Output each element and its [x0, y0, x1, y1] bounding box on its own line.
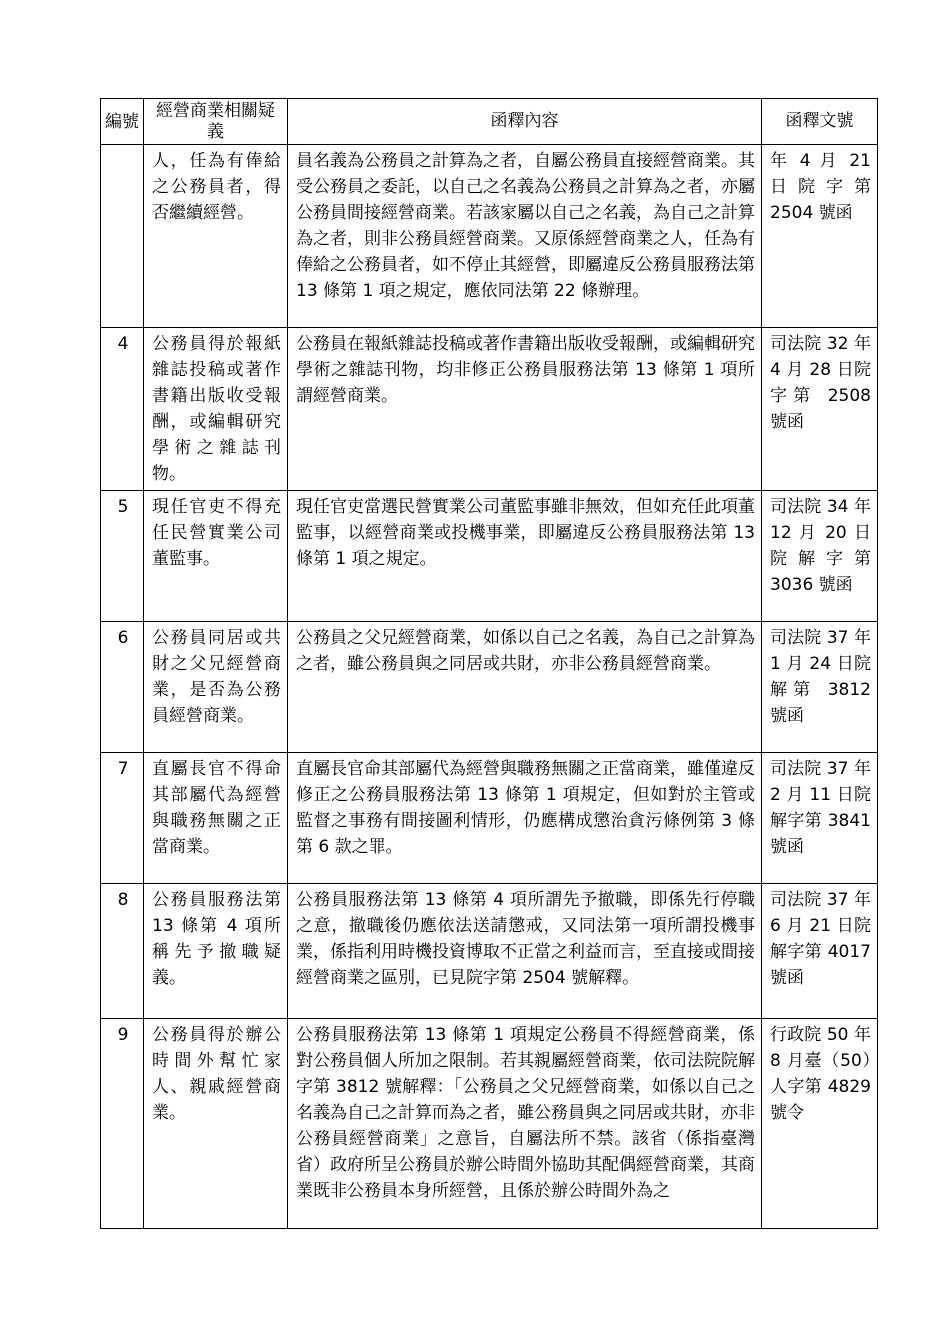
row-number: 7	[101, 753, 144, 884]
header-question: 經營商業相關疑義	[144, 99, 288, 145]
row-content: 公務員服務法第 13 條第 4 項所謂先予撤職，即係先行停職之意，撤職後仍應依法送請懲戒，又同法第一項所謂投機事業，係指利用時機投資博取不正當之利益而言，至直接或間接經營商業之區別，已見院字第 2504 號解釋。	[288, 884, 762, 1019]
row-doc-number: 司法院 37 年 2 月 11 日院解字第 3841 號函	[762, 753, 878, 884]
interpretation-table	[100, 98, 878, 1229]
table-header-row	[101, 99, 878, 145]
row-doc-number: 司法院 32 年 4 月 28 日院字第 2508 號函	[762, 328, 878, 491]
header-doc-number: 函釋文號	[762, 99, 878, 145]
row-doc-number: 司法院 37 年 6 月 21 日院解字第 4017 號函	[762, 884, 878, 1019]
table-row	[101, 328, 878, 491]
row-content: 公務員服務法第 13 條第 1 項規定公務員不得經營商業，係對公務員個人所加之限制。若其親屬經營商業，依司法院院解字第 3812 號解釋：「公務員之父兄經營商業，如係以自己之名義為自己之計算而為之者，雖公務員與之同居或共財，亦非公務員經營商業」之意旨，自屬法所不禁。該省（係指臺灣省）政府所呈公務員於辦公時間外協助其配偶經營商業，其商業既非公務員本身所經營，且係於辦公時間外為之	[288, 1019, 762, 1229]
row-question: 現任官吏不得充任民營實業公司董監事。	[144, 491, 288, 622]
row-question: 公務員得於報紙雜誌投稿或著作書籍出版收受報酬，或編輯研究學術之雜誌刊物。	[144, 328, 288, 491]
row-doc-number: 年 4 月 21 日院字第 2504 號函	[762, 145, 878, 328]
row-content: 公務員在報紙雜誌投稿或著作書籍出版收受報酬，或編輯研究學術之雜誌刊物，均非修正公務員服務法第 13 條第 1 項所謂經營商業。	[288, 328, 762, 491]
header-content: 函釋內容	[288, 99, 762, 145]
row-content: 直屬長官命其部屬代為經營與職務無關之正當商業，雖僅違反修正之公務員服務法第 13 條第 1 項規定，但如對於主管或監督之事務有間接圖利情形，仍應構成懲治貪污條例第 3 條第 6 款之罪。	[288, 753, 762, 884]
row-doc-number: 司法院 34 年 12 月 20 日院解字第 3036 號函	[762, 491, 878, 622]
row-content: 現任官吏當選民營實業公司董監事雖非無效，但如充任此項董監事，以經營商業或投機事業，即屬違反公務員服務法第 13 條第 1 項之規定。	[288, 491, 762, 622]
table-row	[101, 491, 878, 622]
row-number: 6	[101, 622, 144, 753]
row-doc-number: 行政院 50 年 8 月臺（50）人字第 4829 號令	[762, 1019, 878, 1229]
row-question: 公務員服務法第 13 條第 4 項所稱先予撤職疑義。	[144, 884, 288, 1019]
row-number: 5	[101, 491, 144, 622]
table-row	[101, 622, 878, 753]
header-number: 編號	[101, 99, 144, 145]
row-content: 公務員之父兄經營商業，如係以自己之名義，為自己之計算為之者，雖公務員與之同居或共財，亦非公務員經營商業。	[288, 622, 762, 753]
table-row	[101, 1019, 878, 1229]
row-number: 4	[101, 328, 144, 491]
row-number: 9	[101, 1019, 144, 1229]
table-row	[101, 753, 878, 884]
row-question: 直屬長官不得命其部屬代為經營與職務無關之正當商業。	[144, 753, 288, 884]
table-row	[101, 884, 878, 1019]
row-doc-number: 司法院 37 年 1 月 24 日院解第 3812 號函	[762, 622, 878, 753]
table-row	[101, 145, 878, 328]
row-content: 員名義為公務員之計算為之者，自屬公務員直接經營商業。其受公務員之委託，以自己之名義為公務員之計算為之者，亦屬公務員間接經營商業。若該家屬以自己之名義，為自己之計算為之者，則非公務員經營商業。又原係經營商業之人，任為有俸給之公務員者，如不停止其經營，即屬違反公務員服務法第 13 條第 1 項之規定，應依同法第 22 條辦理。	[288, 145, 762, 328]
row-question: 公務員得於辦公時間外幫忙家人、親戚經營商業。	[144, 1019, 288, 1229]
row-question: 人，任為有俸給之公務員者，得否繼續經營。	[144, 145, 288, 328]
row-question: 公務員同居或共財之父兄經營商業，是否為公務員經營商業。	[144, 622, 288, 753]
row-number: 8	[101, 884, 144, 1019]
row-number	[101, 145, 144, 328]
